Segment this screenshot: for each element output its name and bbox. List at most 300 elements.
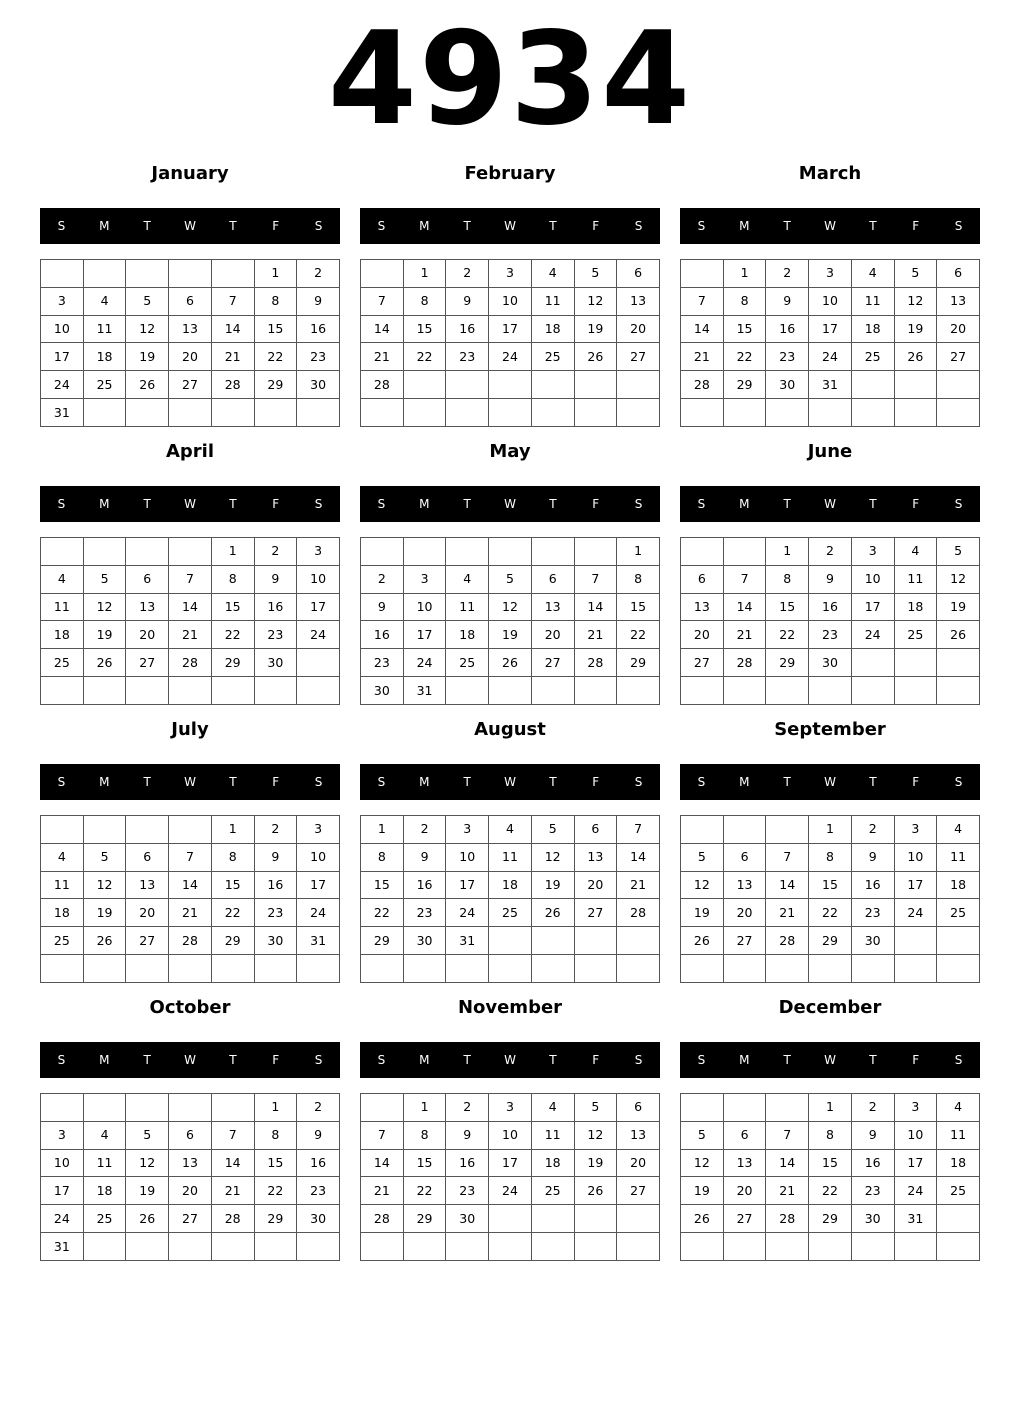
day-cell: 6 [574, 816, 617, 844]
week-row [361, 565, 660, 593]
week-row [361, 287, 660, 315]
day-cell: 13 [723, 1149, 766, 1177]
day-cell: 12 [83, 871, 126, 899]
day-cell: 19 [681, 1177, 724, 1205]
day-cell [766, 677, 809, 705]
day-cell [169, 260, 212, 288]
day-cell: 22 [766, 621, 809, 649]
day-cell [937, 677, 980, 705]
day-cell [489, 399, 532, 427]
day-cell [937, 1205, 980, 1233]
day-cell [361, 538, 404, 566]
day-cell: 11 [531, 1121, 574, 1149]
day-cell [211, 1233, 254, 1261]
day-cell [169, 816, 212, 844]
day-cell: 3 [489, 260, 532, 288]
weekday-header [680, 208, 980, 244]
day-cell: 24 [489, 1177, 532, 1205]
day-cell: 18 [83, 343, 126, 371]
day-cell: 31 [41, 1233, 84, 1261]
week-row [681, 677, 980, 705]
day-cell [809, 677, 852, 705]
weekday-label: S [954, 775, 963, 789]
day-cell: 23 [446, 343, 489, 371]
day-cell [361, 1094, 404, 1122]
day-cell: 12 [894, 287, 937, 315]
week-row [361, 399, 660, 427]
day-cell: 2 [297, 260, 340, 288]
day-cell: 11 [937, 843, 980, 871]
day-cell [574, 677, 617, 705]
week-row [41, 287, 340, 315]
day-cell: 19 [126, 1177, 169, 1205]
week-row [361, 955, 660, 983]
day-cell: 27 [531, 649, 574, 677]
day-cell: 17 [894, 1149, 937, 1177]
day-grid [40, 1093, 340, 1261]
day-cell: 21 [766, 1177, 809, 1205]
day-cell [489, 955, 532, 983]
day-cell [297, 677, 340, 705]
week-row [361, 1177, 660, 1205]
day-cell: 11 [531, 287, 574, 315]
day-cell: 27 [126, 649, 169, 677]
day-grid [360, 537, 660, 705]
week-row [41, 538, 340, 566]
day-cell: 12 [937, 565, 980, 593]
day-cell [169, 955, 212, 983]
day-cell: 5 [489, 565, 532, 593]
day-cell [211, 260, 254, 288]
weekday-label: F [912, 219, 920, 233]
day-cell: 26 [489, 649, 532, 677]
day-cell: 22 [809, 899, 852, 927]
day-cell: 4 [489, 816, 532, 844]
day-cell [809, 955, 852, 983]
day-cell: 17 [41, 1177, 84, 1205]
month-name: September [774, 719, 886, 740]
day-cell [126, 677, 169, 705]
year-title: 4934 [327, 5, 693, 154]
day-cell [574, 399, 617, 427]
day-cell [169, 538, 212, 566]
week-row [361, 343, 660, 371]
week-row [361, 1121, 660, 1149]
week-row [681, 1094, 980, 1122]
day-cell: 2 [403, 816, 446, 844]
day-cell: 23 [361, 649, 404, 677]
day-cell: 17 [446, 871, 489, 899]
day-cell: 29 [361, 927, 404, 955]
day-cell [41, 260, 84, 288]
weekday-label: F [592, 497, 600, 511]
day-cell: 22 [723, 343, 766, 371]
day-cell [254, 399, 297, 427]
day-cell: 1 [254, 1094, 297, 1122]
weekday-label: S [634, 775, 643, 789]
day-cell: 12 [681, 1149, 724, 1177]
day-cell: 14 [723, 593, 766, 621]
day-cell: 15 [211, 593, 254, 621]
weekday-header [40, 208, 340, 244]
week-row [681, 816, 980, 844]
day-cell: 25 [937, 899, 980, 927]
day-cell: 9 [297, 287, 340, 315]
day-cell: 6 [169, 287, 212, 315]
day-cell [851, 371, 894, 399]
week-row [41, 371, 340, 399]
day-cell [297, 955, 340, 983]
day-cell: 29 [211, 649, 254, 677]
day-cell: 23 [403, 899, 446, 927]
day-cell [681, 1233, 724, 1261]
weekday-label: W [504, 1053, 516, 1067]
day-cell: 6 [531, 565, 574, 593]
day-cell [766, 399, 809, 427]
day-cell: 16 [446, 315, 489, 343]
day-cell: 5 [681, 1121, 724, 1149]
day-cell [446, 371, 489, 399]
day-cell: 13 [574, 843, 617, 871]
week-row [41, 649, 340, 677]
day-cell: 28 [617, 899, 660, 927]
day-cell: 28 [361, 371, 404, 399]
weekday-label: W [504, 775, 516, 789]
day-cell: 22 [254, 1177, 297, 1205]
day-cell: 16 [403, 871, 446, 899]
day-cell [937, 927, 980, 955]
day-cell: 22 [361, 899, 404, 927]
week-row [681, 371, 980, 399]
weekday-label: T [463, 219, 471, 233]
weekday-label: M [419, 775, 430, 789]
day-cell: 24 [41, 371, 84, 399]
day-cell: 25 [41, 649, 84, 677]
day-cell: 15 [254, 1149, 297, 1177]
day-cell: 6 [126, 843, 169, 871]
day-cell: 31 [41, 399, 84, 427]
week-row [361, 538, 660, 566]
day-cell [851, 649, 894, 677]
day-cell [617, 1205, 660, 1233]
day-cell: 23 [851, 1177, 894, 1205]
day-cell [937, 399, 980, 427]
weekday-header [360, 1042, 660, 1078]
weekday-label: S [634, 1053, 643, 1067]
day-cell [297, 1233, 340, 1261]
weekday-label: W [184, 775, 196, 789]
day-cell: 12 [574, 287, 617, 315]
day-cell: 12 [681, 871, 724, 899]
week-row [41, 1205, 340, 1233]
week-row [41, 955, 340, 983]
day-cell [723, 1094, 766, 1122]
day-cell: 27 [723, 927, 766, 955]
weekday-label: S [697, 1053, 706, 1067]
day-cell: 29 [809, 927, 852, 955]
month-name: August [474, 719, 546, 740]
day-cell: 9 [297, 1121, 340, 1149]
day-cell: 24 [446, 899, 489, 927]
day-cell: 12 [126, 315, 169, 343]
day-cell: 10 [489, 1121, 532, 1149]
day-cell: 19 [489, 621, 532, 649]
weekday-label: M [99, 1053, 110, 1067]
day-cell [126, 1094, 169, 1122]
weekday-label: W [824, 219, 836, 233]
day-cell: 30 [851, 927, 894, 955]
month-name: January [151, 163, 229, 184]
weekday-label: M [739, 775, 750, 789]
day-cell: 20 [617, 1149, 660, 1177]
weekday-label: S [57, 775, 66, 789]
day-cell [41, 1094, 84, 1122]
day-cell [361, 260, 404, 288]
day-cell: 19 [681, 899, 724, 927]
day-cell: 8 [254, 287, 297, 315]
day-cell: 2 [446, 260, 489, 288]
weekday-label: F [272, 775, 280, 789]
weekday-header [360, 764, 660, 800]
day-cell: 28 [681, 371, 724, 399]
day-cell: 15 [211, 871, 254, 899]
weekday-label: S [377, 219, 386, 233]
day-cell: 6 [723, 1121, 766, 1149]
day-cell [83, 677, 126, 705]
day-cell: 10 [403, 593, 446, 621]
day-cell: 10 [851, 565, 894, 593]
day-cell: 1 [809, 1094, 852, 1122]
day-cell [489, 927, 532, 955]
day-cell [126, 816, 169, 844]
day-cell: 20 [681, 621, 724, 649]
day-grid [680, 815, 980, 983]
month-name: December [778, 997, 882, 1018]
day-cell [766, 955, 809, 983]
day-cell: 19 [574, 1149, 617, 1177]
day-cell: 9 [766, 287, 809, 315]
day-cell: 7 [766, 1121, 809, 1149]
day-cell: 23 [766, 343, 809, 371]
day-cell [361, 955, 404, 983]
weekday-label: S [697, 219, 706, 233]
day-cell [446, 677, 489, 705]
day-cell: 7 [211, 1121, 254, 1149]
day-cell: 23 [446, 1177, 489, 1205]
day-cell: 18 [894, 593, 937, 621]
week-row [681, 1177, 980, 1205]
day-cell: 8 [211, 843, 254, 871]
day-cell: 1 [617, 538, 660, 566]
week-row [41, 1149, 340, 1177]
day-cell [681, 538, 724, 566]
day-cell: 18 [489, 871, 532, 899]
day-cell: 23 [809, 621, 852, 649]
day-cell: 3 [851, 538, 894, 566]
day-cell: 18 [83, 1177, 126, 1205]
day-cell [617, 955, 660, 983]
day-cell: 16 [297, 1149, 340, 1177]
weekday-label: S [314, 497, 323, 511]
weekday-label: W [824, 497, 836, 511]
day-cell [723, 955, 766, 983]
day-cell: 31 [403, 677, 446, 705]
day-grid [40, 259, 340, 427]
day-cell: 16 [766, 315, 809, 343]
day-cell: 9 [809, 565, 852, 593]
weekday-label: F [912, 1053, 920, 1067]
day-cell: 18 [41, 621, 84, 649]
day-cell: 8 [403, 287, 446, 315]
day-cell [894, 399, 937, 427]
day-cell: 24 [894, 1177, 937, 1205]
day-cell: 24 [489, 343, 532, 371]
weekday-label: S [57, 1053, 66, 1067]
weekday-label: M [419, 497, 430, 511]
day-cell: 22 [254, 343, 297, 371]
day-cell [617, 371, 660, 399]
day-cell [531, 677, 574, 705]
day-cell: 27 [574, 899, 617, 927]
day-cell: 16 [254, 593, 297, 621]
day-cell: 5 [574, 1094, 617, 1122]
day-cell: 21 [766, 899, 809, 927]
day-cell: 8 [809, 843, 852, 871]
day-cell: 8 [809, 1121, 852, 1149]
day-cell: 26 [574, 343, 617, 371]
day-cell: 7 [361, 287, 404, 315]
day-grid [40, 815, 340, 983]
day-cell [617, 927, 660, 955]
day-cell: 1 [361, 816, 404, 844]
day-cell: 3 [809, 260, 852, 288]
day-cell: 19 [574, 315, 617, 343]
day-cell: 22 [403, 343, 446, 371]
weekday-label: T [143, 497, 151, 511]
day-cell: 10 [894, 843, 937, 871]
week-row [681, 315, 980, 343]
week-row [361, 927, 660, 955]
day-cell: 8 [211, 565, 254, 593]
weekday-label: T [783, 1053, 791, 1067]
day-cell: 14 [681, 315, 724, 343]
weekday-label: T [869, 775, 877, 789]
day-cell [851, 1233, 894, 1261]
day-cell: 31 [894, 1205, 937, 1233]
day-cell: 17 [403, 621, 446, 649]
weekday-label: F [912, 497, 920, 511]
weekday-label: T [783, 775, 791, 789]
weekday-label: S [697, 775, 706, 789]
day-cell: 26 [83, 649, 126, 677]
day-cell: 31 [446, 927, 489, 955]
week-row [41, 1233, 340, 1261]
day-cell: 20 [531, 621, 574, 649]
day-cell: 29 [766, 649, 809, 677]
day-cell [574, 927, 617, 955]
day-cell: 27 [681, 649, 724, 677]
weekday-label: M [99, 219, 110, 233]
day-cell: 11 [83, 315, 126, 343]
day-cell: 29 [723, 371, 766, 399]
week-row [361, 315, 660, 343]
day-cell: 1 [211, 538, 254, 566]
week-row [361, 1149, 660, 1177]
month-name: October [149, 997, 231, 1018]
day-cell [489, 371, 532, 399]
day-cell [723, 1233, 766, 1261]
day-cell: 9 [403, 843, 446, 871]
day-cell: 10 [297, 565, 340, 593]
day-cell: 23 [254, 621, 297, 649]
weekday-label: F [272, 219, 280, 233]
day-cell [809, 1233, 852, 1261]
day-cell [723, 538, 766, 566]
day-cell: 17 [489, 1149, 532, 1177]
day-cell: 9 [361, 593, 404, 621]
day-cell: 13 [617, 1121, 660, 1149]
day-cell: 5 [83, 843, 126, 871]
day-cell [894, 1233, 937, 1261]
weekday-label: T [549, 1053, 557, 1067]
week-row [681, 1121, 980, 1149]
week-row [41, 1177, 340, 1205]
day-cell: 10 [894, 1121, 937, 1149]
week-row [41, 399, 340, 427]
day-cell: 4 [83, 1121, 126, 1149]
day-cell [211, 955, 254, 983]
day-cell [83, 1094, 126, 1122]
month-name: February [464, 163, 556, 184]
day-cell: 24 [297, 899, 340, 927]
day-cell: 28 [574, 649, 617, 677]
week-row [41, 315, 340, 343]
month-name: May [489, 441, 531, 462]
day-cell: 26 [531, 899, 574, 927]
day-cell: 21 [211, 1177, 254, 1205]
day-cell [126, 260, 169, 288]
day-cell: 18 [937, 871, 980, 899]
day-cell: 28 [211, 1205, 254, 1233]
month-name: July [171, 719, 209, 740]
day-cell: 22 [403, 1177, 446, 1205]
day-cell: 11 [41, 871, 84, 899]
day-cell: 8 [723, 287, 766, 315]
day-cell: 5 [531, 816, 574, 844]
day-cell: 5 [681, 843, 724, 871]
day-cell: 14 [211, 315, 254, 343]
day-cell: 26 [126, 1205, 169, 1233]
weekday-header [360, 208, 660, 244]
day-cell [766, 1094, 809, 1122]
day-cell [617, 1233, 660, 1261]
day-cell: 15 [403, 1149, 446, 1177]
day-cell: 26 [894, 343, 937, 371]
week-row [681, 260, 980, 288]
day-cell: 16 [809, 593, 852, 621]
day-cell: 21 [361, 343, 404, 371]
day-cell [531, 1233, 574, 1261]
day-cell: 30 [361, 677, 404, 705]
day-cell: 7 [361, 1121, 404, 1149]
day-cell [574, 1233, 617, 1261]
day-cell: 10 [41, 1149, 84, 1177]
day-cell: 4 [531, 1094, 574, 1122]
day-cell: 7 [574, 565, 617, 593]
weekday-header [680, 764, 980, 800]
day-cell: 19 [937, 593, 980, 621]
weekday-label: T [869, 219, 877, 233]
